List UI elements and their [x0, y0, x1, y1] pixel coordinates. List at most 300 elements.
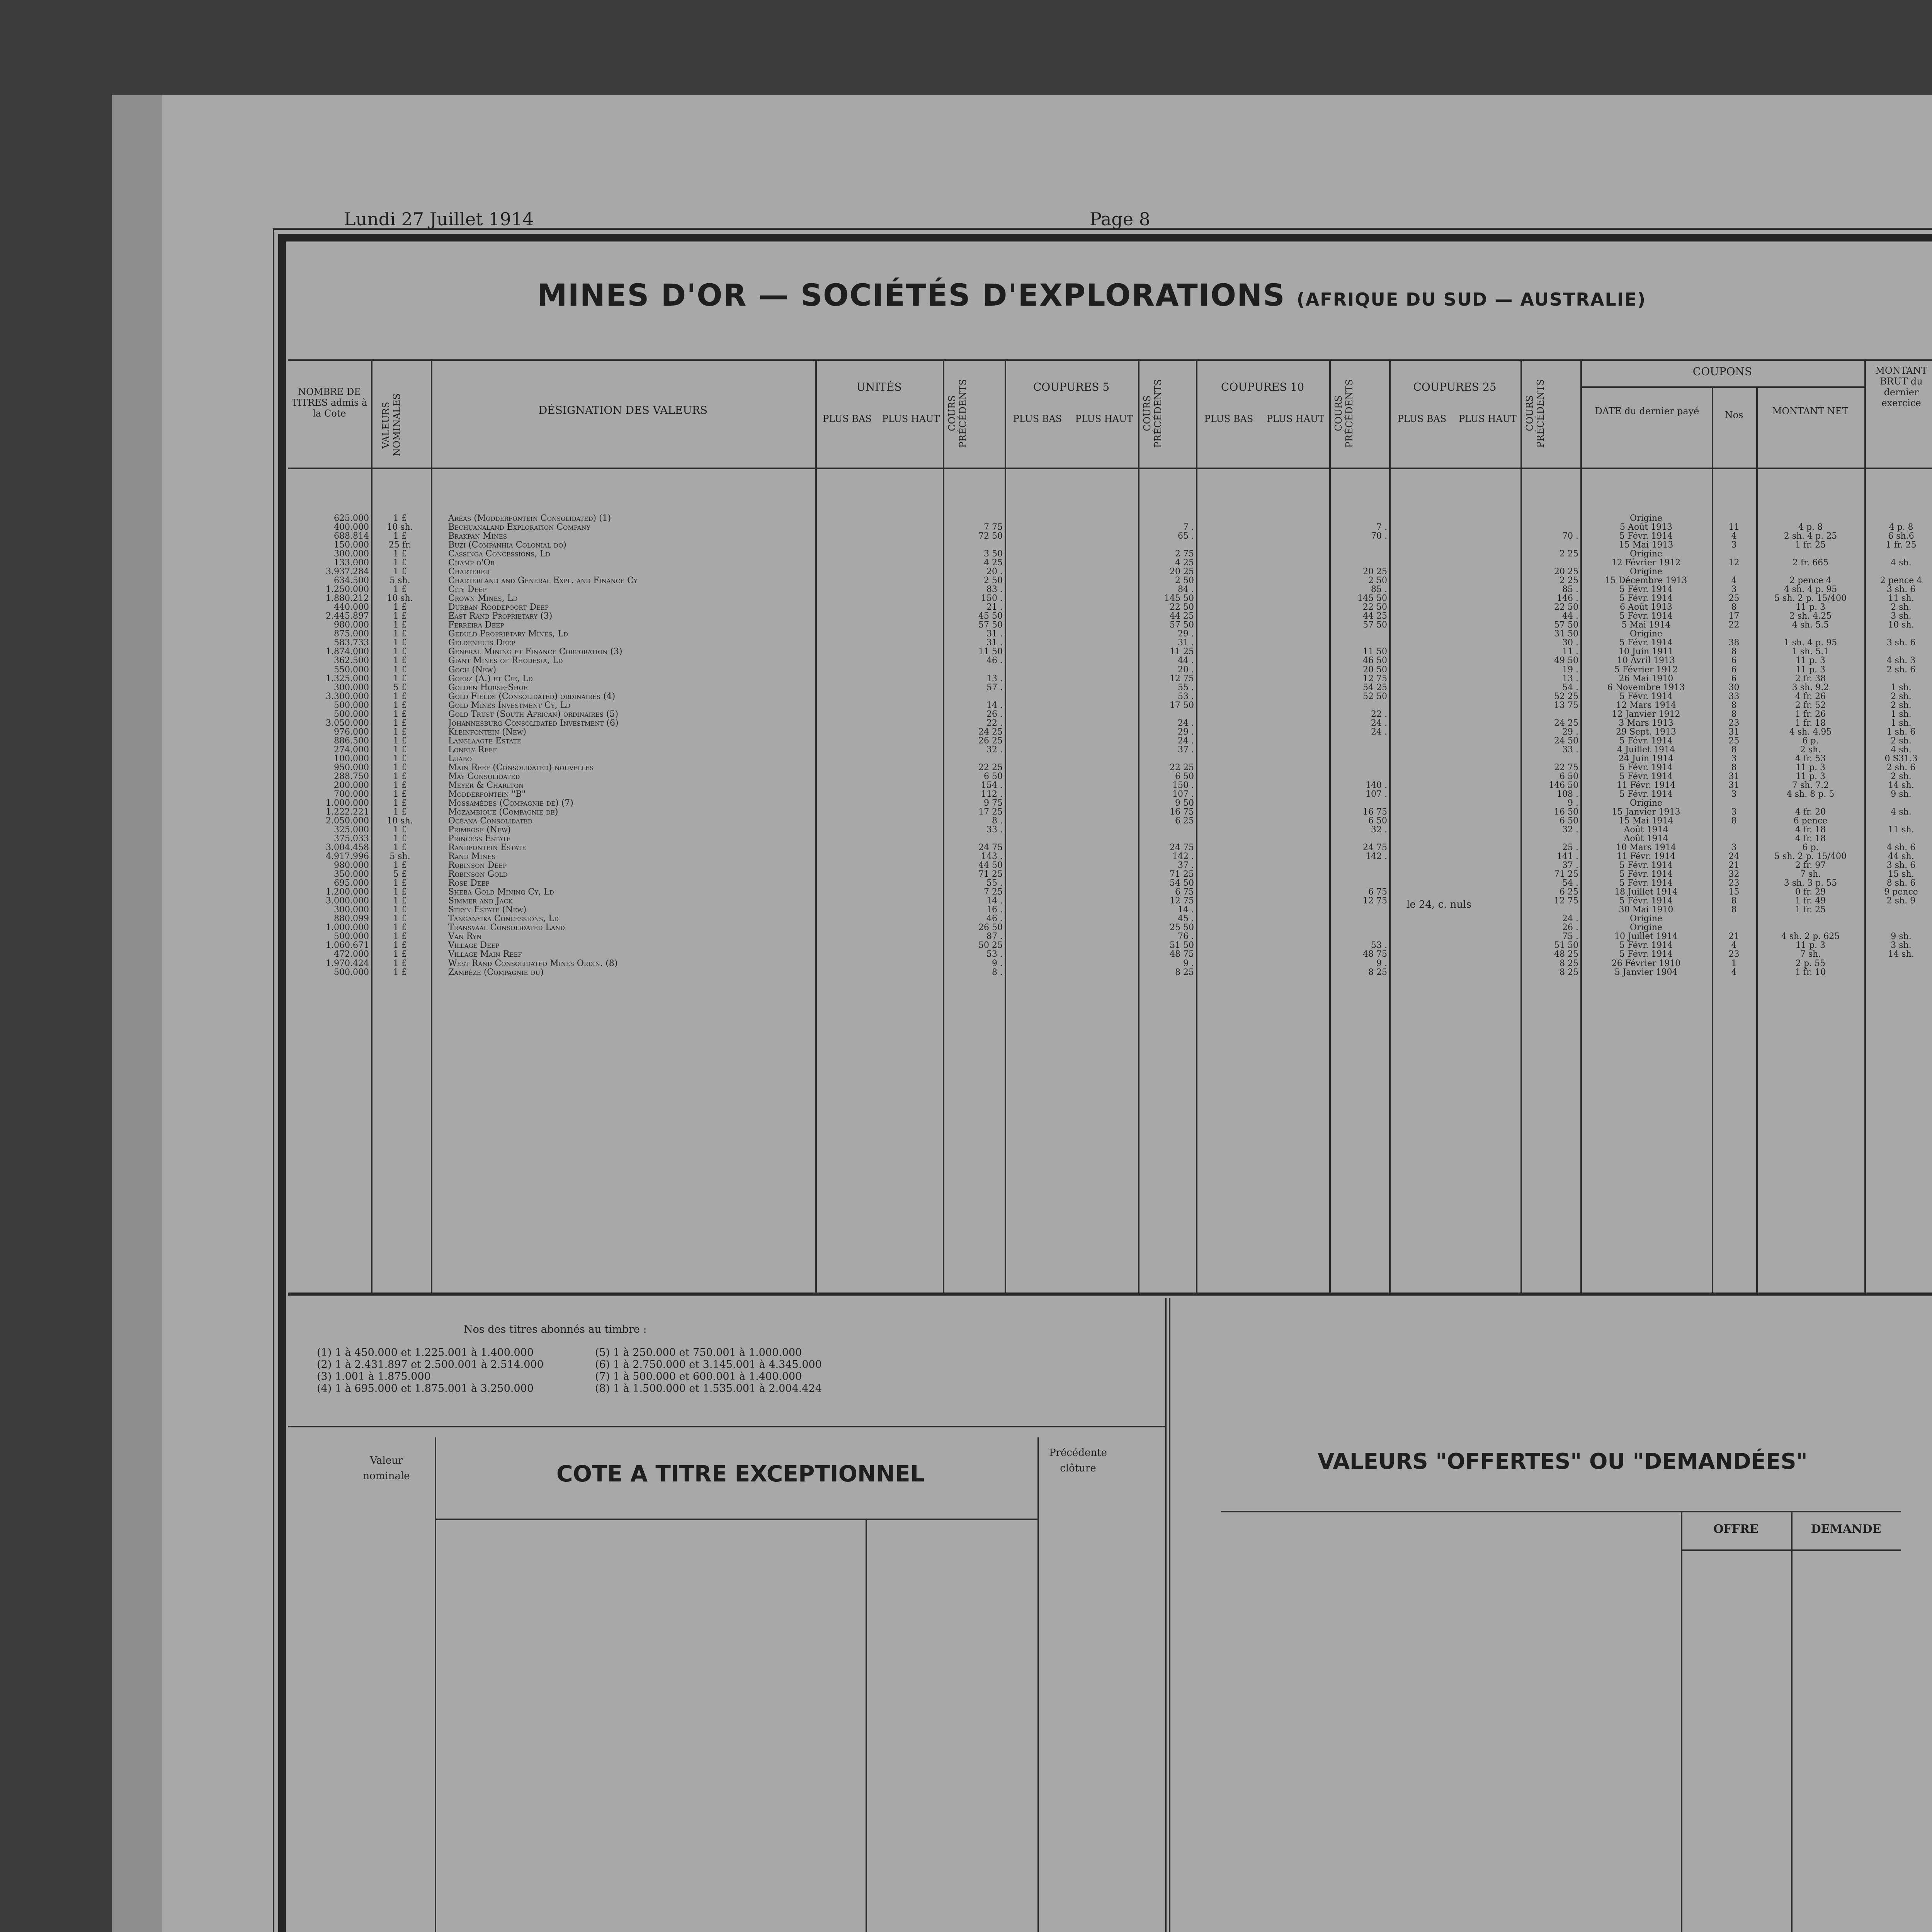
- cell-c25: 8 25: [1560, 959, 1578, 968]
- cell-v: 1 £: [393, 781, 407, 790]
- cell-n: 980.000: [334, 621, 369, 630]
- cell-brut: 1 sh.: [1891, 709, 1912, 719]
- cell-n: 700.000: [334, 789, 369, 799]
- cell-c25: 9 .: [1568, 798, 1578, 808]
- cell-c25: 29 .: [1562, 727, 1578, 736]
- cell-net: 4 sh. 8 p. 5: [1786, 789, 1835, 799]
- cell-no: 8: [1731, 745, 1737, 754]
- cell-n: 362.500: [334, 656, 369, 665]
- cell-v: 10 sh.: [387, 523, 413, 532]
- cell-c5: 29 .: [1178, 629, 1194, 639]
- cell-date: 5 Janvier 1904: [1614, 968, 1678, 977]
- col-header-plus-bas: PLUS BAS: [1204, 413, 1253, 424]
- cell-name: Geduld Proprietary Mines, Ld: [448, 629, 568, 639]
- cell-net: 7 sh. 7.2: [1792, 781, 1829, 790]
- cell-no: 6: [1731, 665, 1737, 674]
- cell-u: 9 75: [984, 798, 1003, 808]
- col-header-plus-haut: PLUS HAUT: [1266, 413, 1325, 424]
- cell-c25: 70 .: [1562, 532, 1578, 541]
- cell-n: 1.200.000: [326, 888, 369, 897]
- cell-c25: 6 25: [1560, 888, 1578, 897]
- cell-n: 550.000: [334, 665, 369, 674]
- cell-no: 38: [1728, 638, 1740, 648]
- cell-c10: 53 .: [1371, 941, 1387, 950]
- note-line: (7) 1 à 500.000 et 600.001 à 1.400.000: [595, 1371, 802, 1383]
- cell-date: 5 Févr. 1914: [1619, 585, 1673, 594]
- cell-c5: 12 75: [1170, 896, 1194, 906]
- cell-net: 4 fr. 26: [1795, 692, 1826, 701]
- cell-net: 2 sh. 4.25: [1789, 612, 1832, 621]
- cell-net: 11 p. 3: [1795, 772, 1826, 781]
- cell-n: 325.000: [334, 825, 369, 835]
- note-line: (6) 1 à 2.750.000 et 3.145.001 à 4.345.000: [595, 1359, 822, 1371]
- cell-v: 1 £: [393, 923, 407, 932]
- demande-header: DEMANDE: [1811, 1522, 1881, 1536]
- cell-u: 9 .: [992, 959, 1003, 968]
- cell-no: 17: [1728, 612, 1740, 621]
- cell-n: 880.099: [334, 914, 369, 923]
- cell-c25: 24 25: [1554, 718, 1578, 728]
- col-rule: [1138, 359, 1139, 1293]
- cell-c10: 20 25: [1363, 567, 1387, 577]
- col-rule: [943, 359, 944, 1293]
- col-rule: [1005, 359, 1006, 1293]
- cell-v: 1 £: [393, 567, 407, 577]
- cell-n: 500.000: [334, 709, 369, 719]
- cell-v: 1 £: [393, 647, 407, 656]
- cell-net: 2 fr. 52: [1795, 701, 1826, 710]
- cell-name: Goerz (A.) et Cie, Ld: [448, 674, 533, 683]
- cell-v: 5 £: [393, 870, 407, 879]
- cell-c5: 24 .: [1178, 736, 1194, 745]
- cell-brut: 9 pence: [1884, 888, 1918, 897]
- cell-c5: 145 50: [1164, 594, 1194, 603]
- cell-brut: 2 sh. 6: [1886, 665, 1916, 674]
- cell-v: 1 £: [393, 549, 407, 559]
- page-frame: [278, 234, 1932, 1932]
- cell-n: 1.874.000: [326, 647, 369, 656]
- cell-c5: 44 .: [1178, 656, 1194, 665]
- offertes-rule: [1791, 1511, 1793, 1932]
- cell-date: 10 Juin 1911: [1618, 647, 1674, 656]
- cell-c10: 8 25: [1368, 968, 1387, 977]
- cell-date: 5 Févr. 1914: [1619, 594, 1673, 603]
- cell-no: 8: [1731, 816, 1737, 826]
- cell-v: 1 £: [393, 674, 407, 683]
- cell-n: 695.000: [334, 879, 369, 888]
- cell-c25: 52 25: [1554, 692, 1578, 701]
- cell-date: 5 Févr. 1914: [1619, 532, 1673, 541]
- cell-c25: 33 .: [1562, 745, 1578, 754]
- cell-name: Rose Deep: [448, 879, 490, 888]
- col-header-no: Nos: [1725, 410, 1743, 420]
- cell-name: Modderfontein "B": [448, 789, 526, 799]
- cell-c5: 2 75: [1175, 549, 1194, 559]
- cell-c25: 141 .: [1557, 852, 1578, 861]
- cell-brut: 2 pence 4: [1880, 576, 1922, 585]
- col-header-cours: COURS PRÉCÉDENTS: [1142, 379, 1163, 448]
- note-line: (2) 1 à 2.431.897 et 2.500.001 à 2.514.000: [317, 1359, 544, 1371]
- header-bottom-rule: [288, 468, 1932, 469]
- cell-date: 5 Février 1912: [1614, 665, 1678, 674]
- cell-date: 30 Mai 1910: [1619, 905, 1673, 915]
- cell-u: 16 .: [986, 905, 1003, 915]
- header-page: Page 8: [1090, 209, 1150, 230]
- col-header-plus-haut: PLUS HAUT: [882, 413, 940, 424]
- cell-v: 1 £: [393, 727, 407, 736]
- cell-date: 5 Févr. 1914: [1619, 861, 1673, 870]
- cell-c5: 12 75: [1170, 674, 1194, 683]
- cell-date: Origine: [1630, 798, 1662, 808]
- col-header-plus-bas: PLUS BAS: [1013, 413, 1062, 424]
- note-line: (4) 1 à 695.000 et 1.875.001 à 3.250.000: [317, 1383, 534, 1395]
- cell-c5: 22 50: [1170, 603, 1194, 612]
- cell-n: 2.445.897: [326, 612, 369, 621]
- cell-brut: 2 sh.: [1891, 736, 1912, 745]
- cell-n: 1.970.424: [326, 959, 369, 968]
- cell-name: Goch (New): [448, 665, 497, 674]
- cell-no: 4: [1731, 968, 1737, 977]
- cell-v: 10 sh.: [387, 816, 413, 826]
- cell-no: 3: [1731, 807, 1737, 816]
- cell-u: 72 50: [978, 532, 1003, 541]
- cell-no: 23: [1728, 950, 1740, 959]
- cell-no: 4: [1731, 941, 1737, 950]
- cell-u: 55 .: [986, 879, 1003, 888]
- cell-no: 3: [1731, 541, 1737, 550]
- cell-c25: 85 .: [1562, 585, 1578, 594]
- cell-n: 1.060.671: [326, 941, 369, 950]
- cell-name: Brakpan Mines: [448, 532, 507, 541]
- col-header-cours: COURS PRÉCÉDENTS: [1333, 379, 1355, 448]
- cell-u: 31 .: [986, 629, 1003, 639]
- cell-date: 5 Févr. 1914: [1619, 772, 1673, 781]
- cell-net: 1 sh. 4 p. 95: [1784, 638, 1837, 648]
- cell-c5: 76 .: [1178, 932, 1194, 941]
- cell-date: 15 Janvier 1913: [1612, 807, 1680, 816]
- exc-rule: [435, 1437, 436, 1932]
- cell-name: Van Ryn: [448, 932, 482, 941]
- cell-name: Princess Estate: [448, 834, 511, 844]
- cell-name: Meyer & Charlton: [448, 781, 524, 790]
- cell-u: 87 .: [986, 932, 1003, 941]
- cell-c5: 29 .: [1178, 727, 1194, 736]
- page-title: [537, 278, 1646, 313]
- cell-c10: 2 50: [1368, 576, 1387, 585]
- col-header-coupures25: COUPURES 25: [1413, 381, 1497, 393]
- cell-n: 350.000: [334, 870, 369, 879]
- cell-date: Août 1914: [1624, 834, 1668, 844]
- cell-n: 400.000: [334, 523, 369, 532]
- cell-n: 100.000: [334, 754, 369, 763]
- cell-c10: 24 .: [1371, 718, 1387, 728]
- cell-no: 12: [1728, 558, 1740, 568]
- cell-c10: 44 25: [1363, 612, 1387, 621]
- cell-v: 1 £: [393, 905, 407, 915]
- cell-c10: 107 .: [1366, 789, 1387, 799]
- cell-u: 50 25: [978, 941, 1003, 950]
- cell-c5: 55 .: [1178, 683, 1194, 692]
- cell-c25: 11 .: [1562, 647, 1578, 656]
- cell-u: 8 .: [992, 968, 1003, 977]
- title-main: MINES D'OR — SOCIÉTÉS D'EXPLORATIONS: [537, 278, 1286, 313]
- cell-n: 4.917.996: [326, 852, 369, 861]
- cell-date: 5 Févr. 1914: [1619, 789, 1673, 799]
- cell-c25: 2 25: [1560, 549, 1578, 559]
- cell-net: 5 sh. 2 p. 15/400: [1774, 594, 1847, 603]
- cell-v: 1 £: [393, 656, 407, 665]
- cell-v: 1 £: [393, 692, 407, 701]
- col-header-plus-bas: PLUS BAS: [1397, 413, 1447, 424]
- cell-n: 500.000: [334, 968, 369, 977]
- cell-net: 7 sh.: [1800, 870, 1821, 879]
- cell-name: Ferreira Deep: [448, 621, 504, 630]
- cell-brut: 2 sh.: [1891, 772, 1912, 781]
- cell-no: 25: [1728, 736, 1740, 745]
- cell-u: 26 50: [978, 923, 1003, 932]
- col-rule: [1520, 359, 1522, 1293]
- cell-net: 11 p. 3: [1795, 941, 1826, 950]
- cell-c5: 22 25: [1170, 763, 1194, 772]
- cell-net: 6 pence: [1793, 816, 1828, 826]
- cell-date: 5 Févr. 1914: [1619, 736, 1673, 745]
- cell-net: 1 fr. 26: [1795, 709, 1826, 719]
- note-line: (5) 1 à 250.000 et 750.001 à 1.000.000: [595, 1347, 802, 1359]
- cell-v: 1 £: [393, 825, 407, 835]
- cell-date: 10 Juillet 1914: [1614, 932, 1678, 941]
- cell-v: 1 £: [393, 914, 407, 923]
- cell-v: 1 £: [393, 968, 407, 977]
- cell-date: 11 Févr. 1914: [1616, 852, 1676, 861]
- cell-brut: 2 sh. 6: [1886, 763, 1916, 772]
- cell-date: 15 Mai 1914: [1619, 816, 1673, 826]
- cell-brut: 1 sh. 6: [1886, 727, 1916, 736]
- cell-n: 583.733: [334, 638, 369, 648]
- cell-c5: 8 25: [1175, 968, 1194, 977]
- cell-c5: 45 .: [1178, 914, 1194, 923]
- cell-v: 5 £: [393, 683, 407, 692]
- table-bottom-rule: [288, 1293, 1932, 1296]
- cell-net: 1 fr. 49: [1795, 896, 1826, 906]
- cell-n: 200.000: [334, 781, 369, 790]
- cell-net: 1 fr. 18: [1795, 718, 1826, 728]
- cell-c5: 53 .: [1178, 692, 1194, 701]
- cell-c5: 37 .: [1178, 745, 1194, 754]
- cell-net: 4 fr. 18: [1795, 834, 1826, 844]
- cell-brut: 2 sh.: [1891, 692, 1912, 701]
- cell-c5: 48 75: [1170, 950, 1194, 959]
- note-line: (8) 1 à 1.500.000 et 1.535.001 à 2.004.424: [595, 1383, 822, 1395]
- cell-net: 11 p. 3: [1795, 656, 1826, 665]
- cell-name: Aréas (Modderfontein Consolidated) (1): [448, 514, 611, 523]
- cell-date: 11 Févr. 1914: [1616, 781, 1676, 790]
- cell-name: Mossamèdes (Compagnie de) (7): [448, 798, 573, 808]
- cell-date: 5 Févr. 1914: [1619, 763, 1673, 772]
- cell-net: 6 p.: [1802, 843, 1819, 852]
- cell-name: Primrose (New): [448, 825, 511, 835]
- cell-u: 46 .: [986, 914, 1003, 923]
- notes-box: [317, 1347, 858, 1401]
- cell-v: 1 £: [393, 514, 407, 523]
- cell-no: 31: [1728, 727, 1740, 736]
- cell-c5: 84 .: [1178, 585, 1194, 594]
- col-rule: [431, 359, 432, 1293]
- offertes-rule: [1221, 1511, 1901, 1512]
- cell-no: 3: [1731, 585, 1737, 594]
- cell-c25: 22 75: [1554, 763, 1578, 772]
- cell-c5: 6 25: [1175, 816, 1194, 826]
- cell-date: 5 Févr. 1914: [1619, 950, 1673, 959]
- cell-c25: 71 25: [1554, 870, 1578, 879]
- cell-u: 45 50: [978, 612, 1003, 621]
- cell-c10: 16 75: [1363, 807, 1387, 816]
- cell-date: 5 Févr. 1914: [1619, 692, 1673, 701]
- cell-u: 53 .: [986, 950, 1003, 959]
- cell-v: 1 £: [393, 798, 407, 808]
- cell-u: 31 .: [986, 638, 1003, 648]
- cell-date: 18 Juillet 1914: [1614, 888, 1678, 897]
- cell-c25: 13 .: [1562, 674, 1578, 683]
- header-top-rule: [288, 359, 1932, 361]
- cell-n: 300.000: [334, 683, 369, 692]
- cell-name: Tanganyika Concessions, Ld: [448, 914, 559, 923]
- cell-c10: 6 50: [1368, 816, 1387, 826]
- cell-net: 6 p.: [1802, 736, 1819, 745]
- cell-c25: 57 50: [1554, 621, 1578, 630]
- binding-strip: [112, 95, 162, 1932]
- cell-c5: 4 25: [1175, 558, 1194, 568]
- col-header-designation: DÉSIGNATION DES VALEURS: [538, 404, 708, 417]
- cell-c10: 24 .: [1371, 727, 1387, 736]
- cell-u: 44 50: [978, 861, 1003, 870]
- cell-u: 17 25: [978, 807, 1003, 816]
- col-header-plus-haut: PLUS HAUT: [1459, 413, 1517, 424]
- cell-date: 10 Mars 1914: [1616, 843, 1676, 852]
- cell-v: 1 £: [393, 941, 407, 950]
- cell-date: 5 Mai 1914: [1621, 621, 1671, 630]
- cell-c10: 24 75: [1363, 843, 1387, 852]
- cell-no: 21: [1728, 932, 1740, 941]
- cell-name: Zambèze (Compagnie du): [448, 968, 544, 977]
- cell-name: Transvaal Consolidated Land: [448, 923, 565, 932]
- cell-c25: 2 25: [1560, 576, 1578, 585]
- cell-brut: 10 sh.: [1888, 621, 1914, 630]
- cell-brut: 14 sh.: [1888, 950, 1914, 959]
- cell-c10: 22 50: [1363, 603, 1387, 612]
- cell-c10: 12 75: [1363, 674, 1387, 683]
- cell-n: 500.000: [334, 932, 369, 941]
- cell-c25: 22 50: [1554, 603, 1578, 612]
- cell-net: 11 p. 3: [1795, 603, 1826, 612]
- cell-net: 7 sh.: [1800, 950, 1821, 959]
- cell-net: 2 sh.: [1800, 745, 1821, 754]
- cell-n: 300.000: [334, 549, 369, 559]
- cell-brut: 14 sh.: [1888, 781, 1914, 790]
- cell-n: 1.325.000: [326, 674, 369, 683]
- cell-name: May Consolidated: [448, 772, 520, 781]
- cell-name: Chartered: [448, 567, 490, 577]
- cell-c10: 140 .: [1366, 781, 1387, 790]
- cell-date: Origine: [1630, 567, 1662, 577]
- cell-no: 8: [1731, 896, 1737, 906]
- cell-net: 4 sh. 5.5: [1792, 621, 1829, 630]
- cell-v: 1 £: [393, 629, 407, 639]
- cell-net: 3 sh. 3 p. 55: [1784, 879, 1837, 888]
- cell-date: 10 Avril 1913: [1617, 656, 1675, 665]
- col-header-unites: UNITÉS: [856, 381, 902, 393]
- cell-name: East Rand Proprietary (3): [448, 612, 553, 621]
- cell-c10: 6 75: [1368, 888, 1387, 897]
- cell-date: Origine: [1630, 914, 1662, 923]
- cell-u: 143 .: [981, 852, 1003, 861]
- cell-v: 1 £: [393, 532, 407, 541]
- cell-c10: 12 75: [1363, 896, 1387, 906]
- cell-n: 1.000.000: [326, 923, 369, 932]
- cell-brut: 8 sh. 6: [1886, 879, 1916, 888]
- cell-c10: 70 .: [1371, 532, 1387, 541]
- cell-v: 1 £: [393, 959, 407, 968]
- cell-u: 22 .: [986, 718, 1003, 728]
- cell-no: 1: [1731, 959, 1737, 968]
- label-valeur: Valeur: [370, 1455, 403, 1466]
- cell-net: 0 fr. 29: [1795, 888, 1826, 897]
- cell-v: 1 £: [393, 772, 407, 781]
- cell-n: 634.500: [334, 576, 369, 585]
- cell-brut: 3 sh. 6: [1886, 638, 1916, 648]
- cell-c5: 20 25: [1170, 567, 1194, 577]
- cell-n: 688.814: [334, 532, 369, 541]
- cell-n: 2.050.000: [326, 816, 369, 826]
- cell-u: 4 25: [984, 558, 1003, 568]
- cell-name: Geldenhuis Deep: [448, 638, 515, 648]
- cell-no: 8: [1731, 701, 1737, 710]
- cell-c10: 48 75: [1363, 950, 1387, 959]
- exceptionnel-title: COTE A TITRE EXCEPTIONNEL: [556, 1461, 925, 1487]
- label-cloture: clôture: [1060, 1463, 1096, 1474]
- cell-name: Mozambique (Compagnie de): [448, 807, 558, 816]
- cell-u: 71 25: [978, 870, 1003, 879]
- cell-n: 1.880.212: [326, 594, 369, 603]
- cell-c10: 57 50: [1363, 621, 1387, 630]
- cell-date: 26 Mai 1910: [1619, 674, 1673, 683]
- cell-c5: 24 .: [1178, 718, 1194, 728]
- cell-c5: 20 .: [1178, 665, 1194, 674]
- cell-c5: 14 .: [1178, 905, 1194, 915]
- cell-brut: 2 sh.: [1891, 701, 1912, 710]
- cell-n: 1.000.000: [326, 798, 369, 808]
- cell-date: 15 Mai 1913: [1619, 541, 1673, 550]
- cell-c25: 75 .: [1562, 932, 1578, 941]
- cell-c25: 146 .: [1557, 594, 1578, 603]
- cell-v: 1 £: [393, 807, 407, 816]
- offertes-rule: [1681, 1511, 1682, 1932]
- cell-brut: 1 sh.: [1891, 718, 1912, 728]
- cell-name: Steyn Estate (New): [448, 905, 527, 915]
- col-header-nombre: NOMBRE DE TITRES admis à la Cote: [291, 386, 367, 419]
- cell-no: 8: [1731, 905, 1737, 915]
- section-divider: [1165, 1298, 1170, 1932]
- cell-c25: 24 .: [1562, 914, 1578, 923]
- cell-c25: 54 .: [1562, 683, 1578, 692]
- cell-u: 22 25: [978, 763, 1003, 772]
- cell-u: 7 25: [984, 888, 1003, 897]
- cell-c5: 65 .: [1178, 532, 1194, 541]
- cell-c25: 31 50: [1554, 629, 1578, 639]
- col-header-plus-haut: PLUS HAUT: [1075, 413, 1133, 424]
- note-line: (3) 1.001 à 1.875.000: [317, 1371, 431, 1383]
- col-rule: [1864, 359, 1866, 1293]
- cell-c5: 142 .: [1172, 852, 1194, 861]
